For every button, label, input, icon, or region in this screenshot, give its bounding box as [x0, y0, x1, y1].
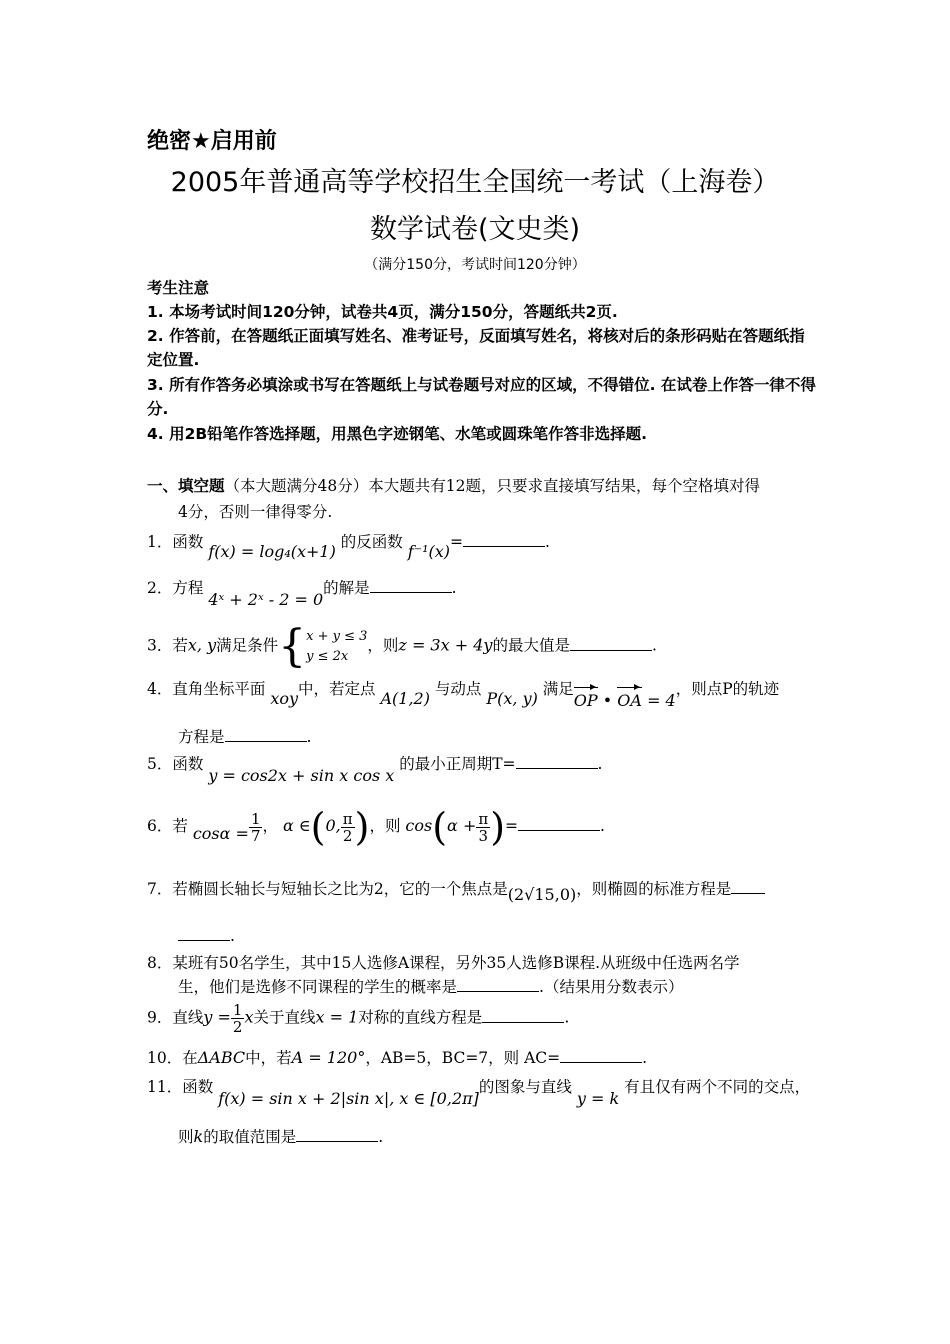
- question-1: 1．函数 f(x) = log₄(x+1) 的反函数 f⁻¹(x)= .: [147, 533, 550, 561]
- vector-op: OP: [573, 691, 598, 710]
- constraint-system: [306, 627, 367, 667]
- q4-vector-eq: OP • OA = 4: [573, 691, 676, 710]
- answer-blank[interactable]: [178, 926, 230, 941]
- q5-number: 5．: [147, 755, 173, 773]
- q8-text-note: .（结果用分数表示）: [539, 978, 684, 996]
- q6-denominator-2: 2: [342, 826, 353, 845]
- q5-text-post: 的最小正周期T=: [399, 755, 516, 773]
- q11-text-line2: 则: [178, 1128, 194, 1146]
- q6-text-mid: ，则: [369, 817, 401, 835]
- q10-text: 在: [182, 1049, 198, 1067]
- q4-text-line2: 方程是: [178, 728, 225, 746]
- section-desc-2: 4分，否则一律得零分.: [178, 503, 333, 521]
- secret-label: 绝密★启用前: [147, 129, 277, 154]
- exam-subject-title: 数学试卷(文史类): [369, 214, 581, 245]
- q11-text-post: 有且仅有两个不同的交点，: [624, 1078, 811, 1096]
- q10-number: 10．: [147, 1049, 183, 1067]
- notice-item-2: 2. 作答前，在答题纸正面填写姓名、准考证号，反面填写姓名，将核对后的条形码贴在答题纸指定位置.: [147, 327, 805, 369]
- q11-text-mid: 的图象与直线: [478, 1078, 572, 1096]
- q7-focus: (2√15,0): [507, 885, 577, 904]
- q6-numerator-3: π: [478, 809, 489, 828]
- paren-right: ): [354, 805, 370, 849]
- q6-numerator-2: π: [342, 809, 353, 828]
- answer-blank[interactable]: [225, 727, 307, 742]
- q7-text: 若椭圆长轴长与短轴长之比为2，它的一个焦点是: [172, 880, 508, 898]
- q6-eq: =: [505, 817, 519, 835]
- q5-formula: y = cos2x + sin x cos x: [208, 766, 395, 785]
- q1-text: 函数: [172, 533, 204, 551]
- q6-numerator-1: 1: [250, 809, 261, 828]
- q1-formula: f(x) = log₄(x+1): [208, 542, 336, 561]
- q3-text-post: 的最大值是: [492, 636, 570, 655]
- q6-comma: ，: [262, 817, 278, 835]
- question-10: 10．在ΔABC中，若A = 120°，AB=5，BC=7，则 AC= .: [147, 1048, 648, 1067]
- q6-cos2: cos: [405, 816, 433, 835]
- section-desc: （本大题满分48分）本大题共有12题，只要求直接填写结果，每个空格填对得: [224, 477, 760, 495]
- q2-text-post: 的解是: [323, 579, 370, 597]
- q5-text: 函数: [172, 755, 204, 773]
- q1-eq: =: [450, 533, 464, 551]
- brace-symbol: {: [278, 621, 307, 672]
- paren-right: ): [490, 805, 506, 849]
- q9-x: x: [244, 1007, 254, 1027]
- section-label: 一、填空题: [147, 477, 225, 495]
- q4-plane: xoy: [270, 689, 299, 708]
- q4-eq: = 4: [647, 691, 676, 710]
- answer-blank[interactable]: [560, 1048, 642, 1063]
- q6-cos: cosα =: [192, 824, 249, 843]
- fraction-pi-3: [476, 811, 490, 844]
- q3-objective: z = 3x + 4y: [398, 635, 493, 655]
- q3-text: 若: [172, 636, 188, 655]
- question-11-line2: 则k的取值范围是 .: [178, 1127, 384, 1146]
- q6-denominator-3: 3: [478, 826, 489, 845]
- question-8-line2: [178, 975, 683, 997]
- question-2: 2．方程 4ˣ + 2ˣ - 2 = 0的解是 .: [147, 579, 457, 609]
- q4-point-a: A(1,2): [380, 689, 430, 708]
- q11-text: 函数: [182, 1078, 214, 1096]
- q6-denominator-1: 7: [250, 826, 261, 845]
- exam-title: 2005年普通高等学校招生全国统一考试（上海卷）: [170, 167, 780, 198]
- q11-formula: f(x) = sin x + 2|sin x|, x ∈ [0,2π]: [218, 1089, 479, 1108]
- notice-heading: 考生注意: [147, 279, 210, 297]
- question-8: [147, 951, 740, 973]
- question-5: 5．函数 y = cos2x + sin x cos x 的最小正周期T= .: [147, 755, 603, 785]
- q9-text-post: 对称的直线方程是: [358, 1008, 483, 1027]
- q8-text: 某班有50名学生，其中15人选修A课程，另外35人选修B课程.从班级中任选两名学: [172, 954, 740, 972]
- q9-denominator: 2: [232, 1018, 243, 1036]
- q4-number: 4．: [147, 680, 173, 698]
- fraction-pi-2: [341, 811, 355, 844]
- q9-axis: x = 1: [315, 1007, 359, 1027]
- question-11: [147, 1075, 811, 1108]
- answer-blank[interactable]: [518, 816, 600, 831]
- answer-blank[interactable]: [516, 754, 598, 769]
- question-4-line2: 方程是 .: [178, 728, 312, 746]
- q10-text-post: ，AB=5，BC=7，则 AC=: [365, 1049, 561, 1067]
- constraint-1: x + y ≤ 3: [306, 628, 368, 644]
- q9-text-mid: 关于直线: [253, 1008, 316, 1027]
- q9-y: y =: [203, 1007, 231, 1027]
- q3-number: 3．: [147, 636, 173, 655]
- q6-interval-start: 0,: [325, 816, 341, 835]
- q6-alpha: α ∈: [282, 816, 311, 835]
- q9-text: 直线: [172, 1008, 204, 1027]
- fraction-1-2: [231, 1002, 245, 1035]
- answer-blank[interactable]: [463, 532, 545, 547]
- question-7-line2: .: [178, 926, 235, 945]
- notice-item-4: 4. 用2B铅笔作答选择题，用黑色字迹钢笔、水笔或圆珠笔作答非选择题.: [147, 425, 648, 443]
- q7-text-post: ，则椭圆的标准方程是: [576, 880, 732, 898]
- fraction-1-7: [249, 811, 263, 844]
- q10-text-mid: 中，若: [245, 1049, 292, 1067]
- question-9: 9．直线y = $\frac{1}{2}$ x关于直线x = 1对称的直线方程是 .: [147, 1001, 570, 1036]
- notice-item-1: 1. 本场考试时间120分钟，试卷共4页，满分150分，答题纸共2页.: [147, 303, 618, 321]
- q1-text-mid: 的反函数: [340, 533, 403, 551]
- q4-text-mid1: 中，若定点: [298, 680, 376, 698]
- q11-number: 11．: [147, 1078, 183, 1096]
- q4-text-mid2: 与动点: [434, 680, 482, 698]
- vector-oa: OA: [617, 691, 642, 710]
- q9-numerator: 1: [232, 1001, 243, 1019]
- q4-text: 直角坐标平面: [172, 680, 266, 698]
- q8-number: 8．: [147, 954, 173, 972]
- q11-k: k: [193, 1127, 204, 1146]
- notice-item-3: 3. 所有作答务必填涂或书写在答题纸上与试卷题号对应的区域，不得错位. 在试卷上作答一律不得分.: [147, 376, 816, 418]
- q6-text: 若: [172, 817, 188, 835]
- question-4: [147, 677, 780, 710]
- q8-text-line2: 生，他们是选修不同课程的学生的概率是: [178, 978, 458, 996]
- paren-left: (: [432, 805, 448, 849]
- q11-text-range: 的取值范围是: [203, 1128, 297, 1146]
- q6-alpha-plus: α +: [447, 816, 477, 835]
- q7-number: 7．: [147, 880, 173, 898]
- answer-blank[interactable]: [296, 1127, 378, 1142]
- answer-blank[interactable]: [370, 578, 452, 593]
- q2-number: 2．: [147, 579, 173, 597]
- q4-text-mid4: ，则点P的轨迹: [675, 680, 780, 698]
- q3-cond: 满足条件: [216, 636, 279, 655]
- constraint-2: y ≤ 2x: [306, 648, 349, 664]
- q3-vars: x, y: [187, 635, 217, 655]
- section-heading: [147, 474, 760, 496]
- q4-point-p: P(x, y): [486, 689, 538, 708]
- answer-blank[interactable]: [457, 977, 539, 992]
- q9-number: 9．: [147, 1008, 173, 1027]
- question-7: [147, 877, 765, 904]
- q6-number: 6．: [147, 817, 173, 835]
- question-3: 3．若x, y满足条件{ x + y ≤ 3 y ≤ 2x ，则z = 3x + 4y的最大值是 .: [147, 621, 657, 672]
- q10-triangle: ΔABC: [197, 1048, 246, 1067]
- q2-formula: 4ˣ + 2ˣ - 2 = 0: [208, 590, 324, 609]
- exam-subtitle: （满分150分，考试时间120分钟）: [364, 257, 586, 273]
- q4-text-mid3: 满足: [542, 680, 574, 698]
- q10-angle: A = 120°: [291, 1048, 366, 1067]
- q1-number: 1．: [147, 533, 173, 551]
- q3-text-mid: ，则: [367, 636, 399, 655]
- q2-text: 方程: [172, 579, 204, 597]
- paren-left: (: [310, 805, 326, 849]
- answer-blank[interactable]: [570, 636, 652, 651]
- answer-blank[interactable]: [731, 879, 765, 894]
- q1-inverse: f⁻¹(x): [407, 542, 451, 561]
- answer-blank[interactable]: [482, 1008, 564, 1023]
- question-6: 6．若 cosα = $\frac{1}{7}$ ， α ∈(0, $\frac{\pi}{2}$ )，则 cos(α + $\frac{\pi}{3}$ )= .: [147, 805, 605, 849]
- q11-line: y = k: [576, 1089, 620, 1108]
